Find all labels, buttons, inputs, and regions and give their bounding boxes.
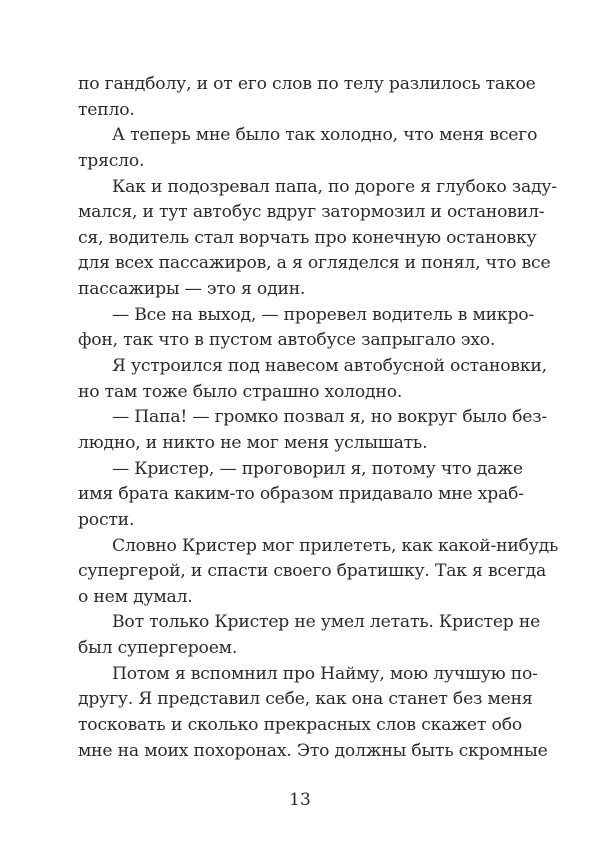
text-line: по гандболу, и от его слов по телу разлилось такое xyxy=(78,74,536,94)
paragraph xyxy=(78,123,538,174)
paragraph xyxy=(78,303,535,354)
page-number: 13 xyxy=(289,790,311,810)
text-line: был супергероем. xyxy=(78,638,238,659)
text-line: пассажиры — это я один. xyxy=(78,279,306,300)
body-text xyxy=(78,72,559,764)
text-line: мался, и тут автобус вдруг затормозил и остановил- xyxy=(78,202,545,223)
text-line: другу. Я представил себе, как она станет без меня xyxy=(78,689,533,710)
paragraph xyxy=(78,354,547,405)
text-line: о нем думал. xyxy=(78,586,193,607)
text-line: тепло. xyxy=(78,99,135,120)
text-line: — Все на выход, — проревел водитель в микро- xyxy=(112,304,535,325)
text-line: рости. xyxy=(78,509,135,530)
text-line: для всех пассажиров, а я огляделся и понял, что все xyxy=(78,253,551,274)
text-line: супергерой, и спасти своего братишку. Так я всегда xyxy=(78,561,547,582)
text-line: — Кристер, — проговорил я, потому что даже xyxy=(112,458,523,479)
paragraph xyxy=(78,534,559,611)
text-line: но там тоже было страшно холодно. xyxy=(78,381,403,402)
text-line: Я устроился под навесом автобусной остановки, xyxy=(112,356,547,377)
text-line: — Папа! — громко позвал я, но вокруг было без- xyxy=(112,407,548,428)
paragraph xyxy=(78,662,548,765)
text-line: Потом я вспомнил про Найму, мою лучшую по- xyxy=(112,663,538,684)
text-line: Вот только Кристер не умел летать. Кристер не xyxy=(112,612,541,633)
text-line: тосковать и сколько прекрасных слов скажет обо xyxy=(78,715,522,736)
paragraph xyxy=(78,405,548,456)
text-line: имя брата каким-то образом придавало мне храб- xyxy=(78,484,524,505)
text-line: трясло. xyxy=(78,150,145,171)
paragraph xyxy=(78,175,557,303)
text-line: мне на моих похоронах. Это должны быть скромные xyxy=(78,740,548,761)
paragraph xyxy=(78,457,522,534)
text-line: людно, и никто не мог меня услышать. xyxy=(78,432,428,453)
paragraph xyxy=(78,72,536,123)
paragraph xyxy=(78,610,541,661)
text-line: фон, так что в пустом автобусе запрыгало эхо. xyxy=(78,330,496,351)
text-line: ся, водитель стал ворчать про конечную остановку xyxy=(78,227,537,248)
text-line: Словно Кристер мог прилететь, как какой-нибудь xyxy=(112,535,559,556)
text-line: Как и подозревал папа, по дороге я глубоко заду- xyxy=(112,176,557,197)
text-line: А теперь мне было так холодно, что меня всего xyxy=(112,125,538,146)
